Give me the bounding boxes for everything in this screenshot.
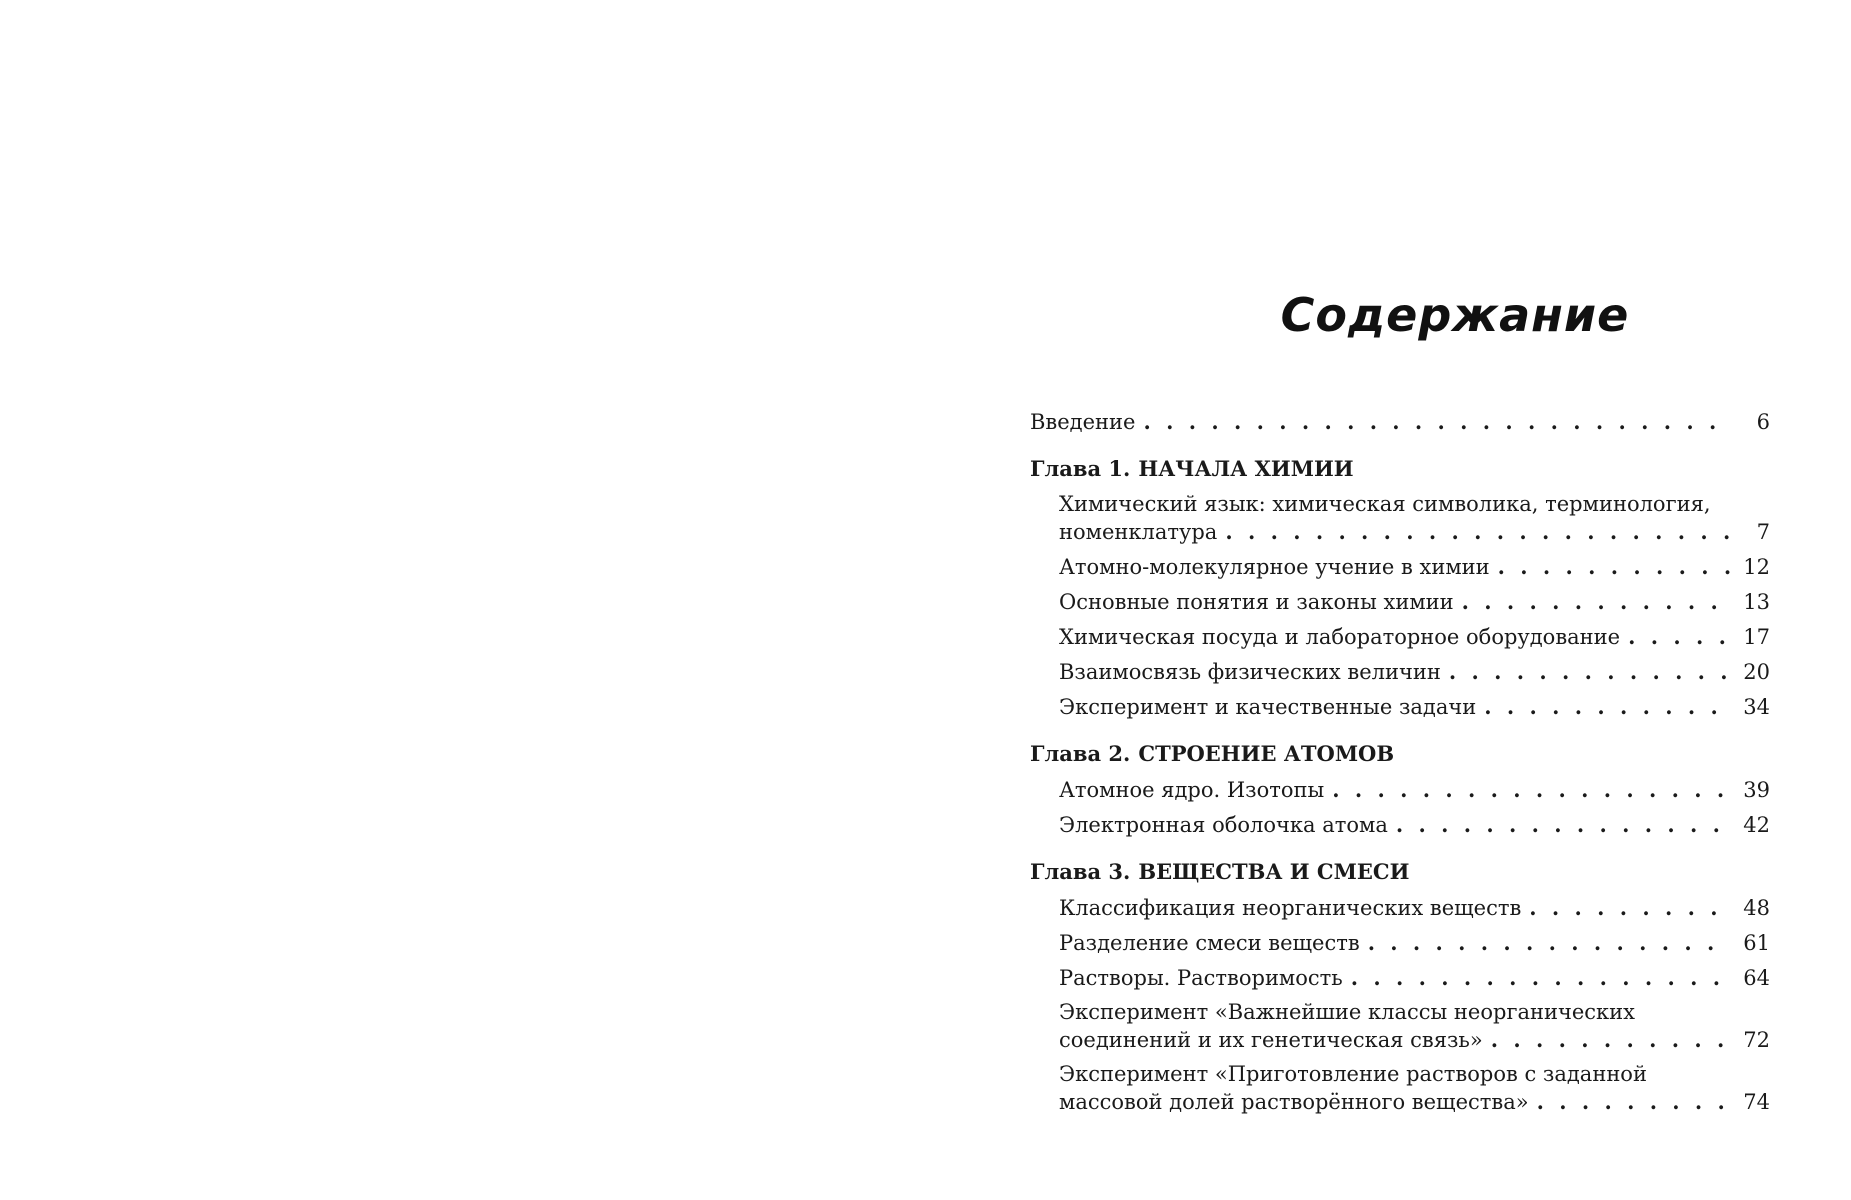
- toc-entry[interactable]: [1030, 929, 1770, 964]
- left-page-blank: [0, 0, 925, 1200]
- chapter-title: ВЕЩЕСТВА И СМЕСИ: [1138, 859, 1410, 884]
- toc-page-number: 72: [1743, 1028, 1770, 1052]
- toc-page-number: 13: [1743, 590, 1770, 614]
- leader-dots: [1332, 776, 1730, 803]
- chapter-heading-2[interactable]: [1030, 740, 1770, 776]
- toc-entry-label: Взаимосвязь физических величин: [1059, 660, 1441, 684]
- toc-entry-intro[interactable]: [1030, 408, 1770, 443]
- chapter-title: НАЧАЛА ХИМИИ: [1138, 456, 1354, 481]
- chapter-number: Глава 1.: [1030, 456, 1131, 481]
- toc-entry-line2: массовой долей растворённого вещества»: [1059, 1090, 1529, 1114]
- toc-page-number: 12: [1743, 555, 1770, 579]
- toc-page-number: 6: [1756, 410, 1770, 434]
- leader-dots: [1449, 658, 1730, 685]
- toc-entry-line1: Эксперимент «Важнейшие классы неорганических: [1059, 1000, 1635, 1024]
- chapter-number: Глава 2.: [1030, 741, 1131, 766]
- toc-entry-label: Атомно-молекулярное учение в химии: [1059, 555, 1490, 579]
- leader-dots: [1628, 623, 1730, 650]
- toc-entry[interactable]: [1030, 588, 1770, 623]
- leader-dots: [1484, 693, 1730, 720]
- leader-dots: [1491, 1026, 1730, 1053]
- toc-page-number: 20: [1743, 660, 1770, 684]
- toc-entry-label: Электронная оболочка атома: [1059, 813, 1388, 837]
- toc-page-number: 34: [1743, 695, 1770, 719]
- toc-entry-line2: номенклатура: [1059, 520, 1218, 544]
- table-of-contents: [1030, 408, 1770, 1123]
- leader-dots: [1537, 1088, 1730, 1115]
- toc-entry-label: Растворы. Растворимость: [1059, 966, 1343, 990]
- right-page-contents: [925, 0, 1851, 1200]
- contents-title: Содержание: [1280, 288, 1630, 342]
- toc-page-number: 64: [1743, 966, 1770, 990]
- toc-entry[interactable]: [1030, 1061, 1770, 1115]
- toc-page-number: 61: [1743, 931, 1770, 955]
- toc-entry[interactable]: [1030, 964, 1770, 999]
- toc-page-number: 42: [1743, 813, 1770, 837]
- chapter-number: Глава 3.: [1030, 859, 1131, 884]
- toc-entry-label: Классификация неорганических веществ: [1059, 896, 1522, 920]
- leader-dots: [1351, 964, 1730, 991]
- toc-entry-label: Химическая посуда и лабораторное оборудование: [1059, 625, 1621, 649]
- toc-page-number: 39: [1743, 778, 1770, 802]
- leader-dots: [1462, 588, 1730, 615]
- toc-entry[interactable]: [1030, 658, 1770, 693]
- leader-dots: [1225, 518, 1730, 545]
- leader-dots: [1368, 929, 1730, 956]
- leader-dots: [1143, 408, 1730, 435]
- leader-dots: [1396, 811, 1730, 838]
- chapter-heading-3[interactable]: [1030, 858, 1770, 894]
- toc-entry-label: Введение: [1030, 410, 1136, 434]
- toc-entry-line2: соединений и их генетическая связь»: [1059, 1028, 1483, 1052]
- toc-entry-label: Основные понятия и законы химии: [1059, 590, 1454, 614]
- toc-entry-line1: Химический язык: химическая символика, терминология,: [1059, 492, 1711, 516]
- toc-entry-label: Разделение смеси веществ: [1059, 931, 1360, 955]
- toc-entry-label: Эксперимент и качественные задачи: [1059, 695, 1477, 719]
- toc-entry-label: Атомное ядро. Изотопы: [1059, 778, 1325, 802]
- toc-entry[interactable]: [1030, 811, 1770, 846]
- toc-entry[interactable]: [1030, 491, 1770, 545]
- toc-page-number: 48: [1743, 896, 1770, 920]
- toc-page-number: 17: [1743, 625, 1770, 649]
- toc-page-number: 74: [1743, 1090, 1770, 1114]
- toc-entry[interactable]: [1030, 894, 1770, 929]
- toc-entry[interactable]: [1030, 553, 1770, 588]
- toc-entry-line1: Эксперимент «Приготовление растворов с заданной: [1059, 1062, 1647, 1086]
- leader-dots: [1529, 894, 1730, 921]
- chapter-heading-1[interactable]: [1030, 455, 1770, 491]
- toc-entry[interactable]: [1030, 693, 1770, 728]
- chapter-title: СТРОЕНИЕ АТОМОВ: [1138, 741, 1395, 766]
- toc-entry[interactable]: [1030, 776, 1770, 811]
- toc-entry[interactable]: [1030, 999, 1770, 1053]
- toc-entry[interactable]: [1030, 623, 1770, 658]
- toc-page-number: 7: [1756, 520, 1770, 544]
- leader-dots: [1498, 553, 1730, 580]
